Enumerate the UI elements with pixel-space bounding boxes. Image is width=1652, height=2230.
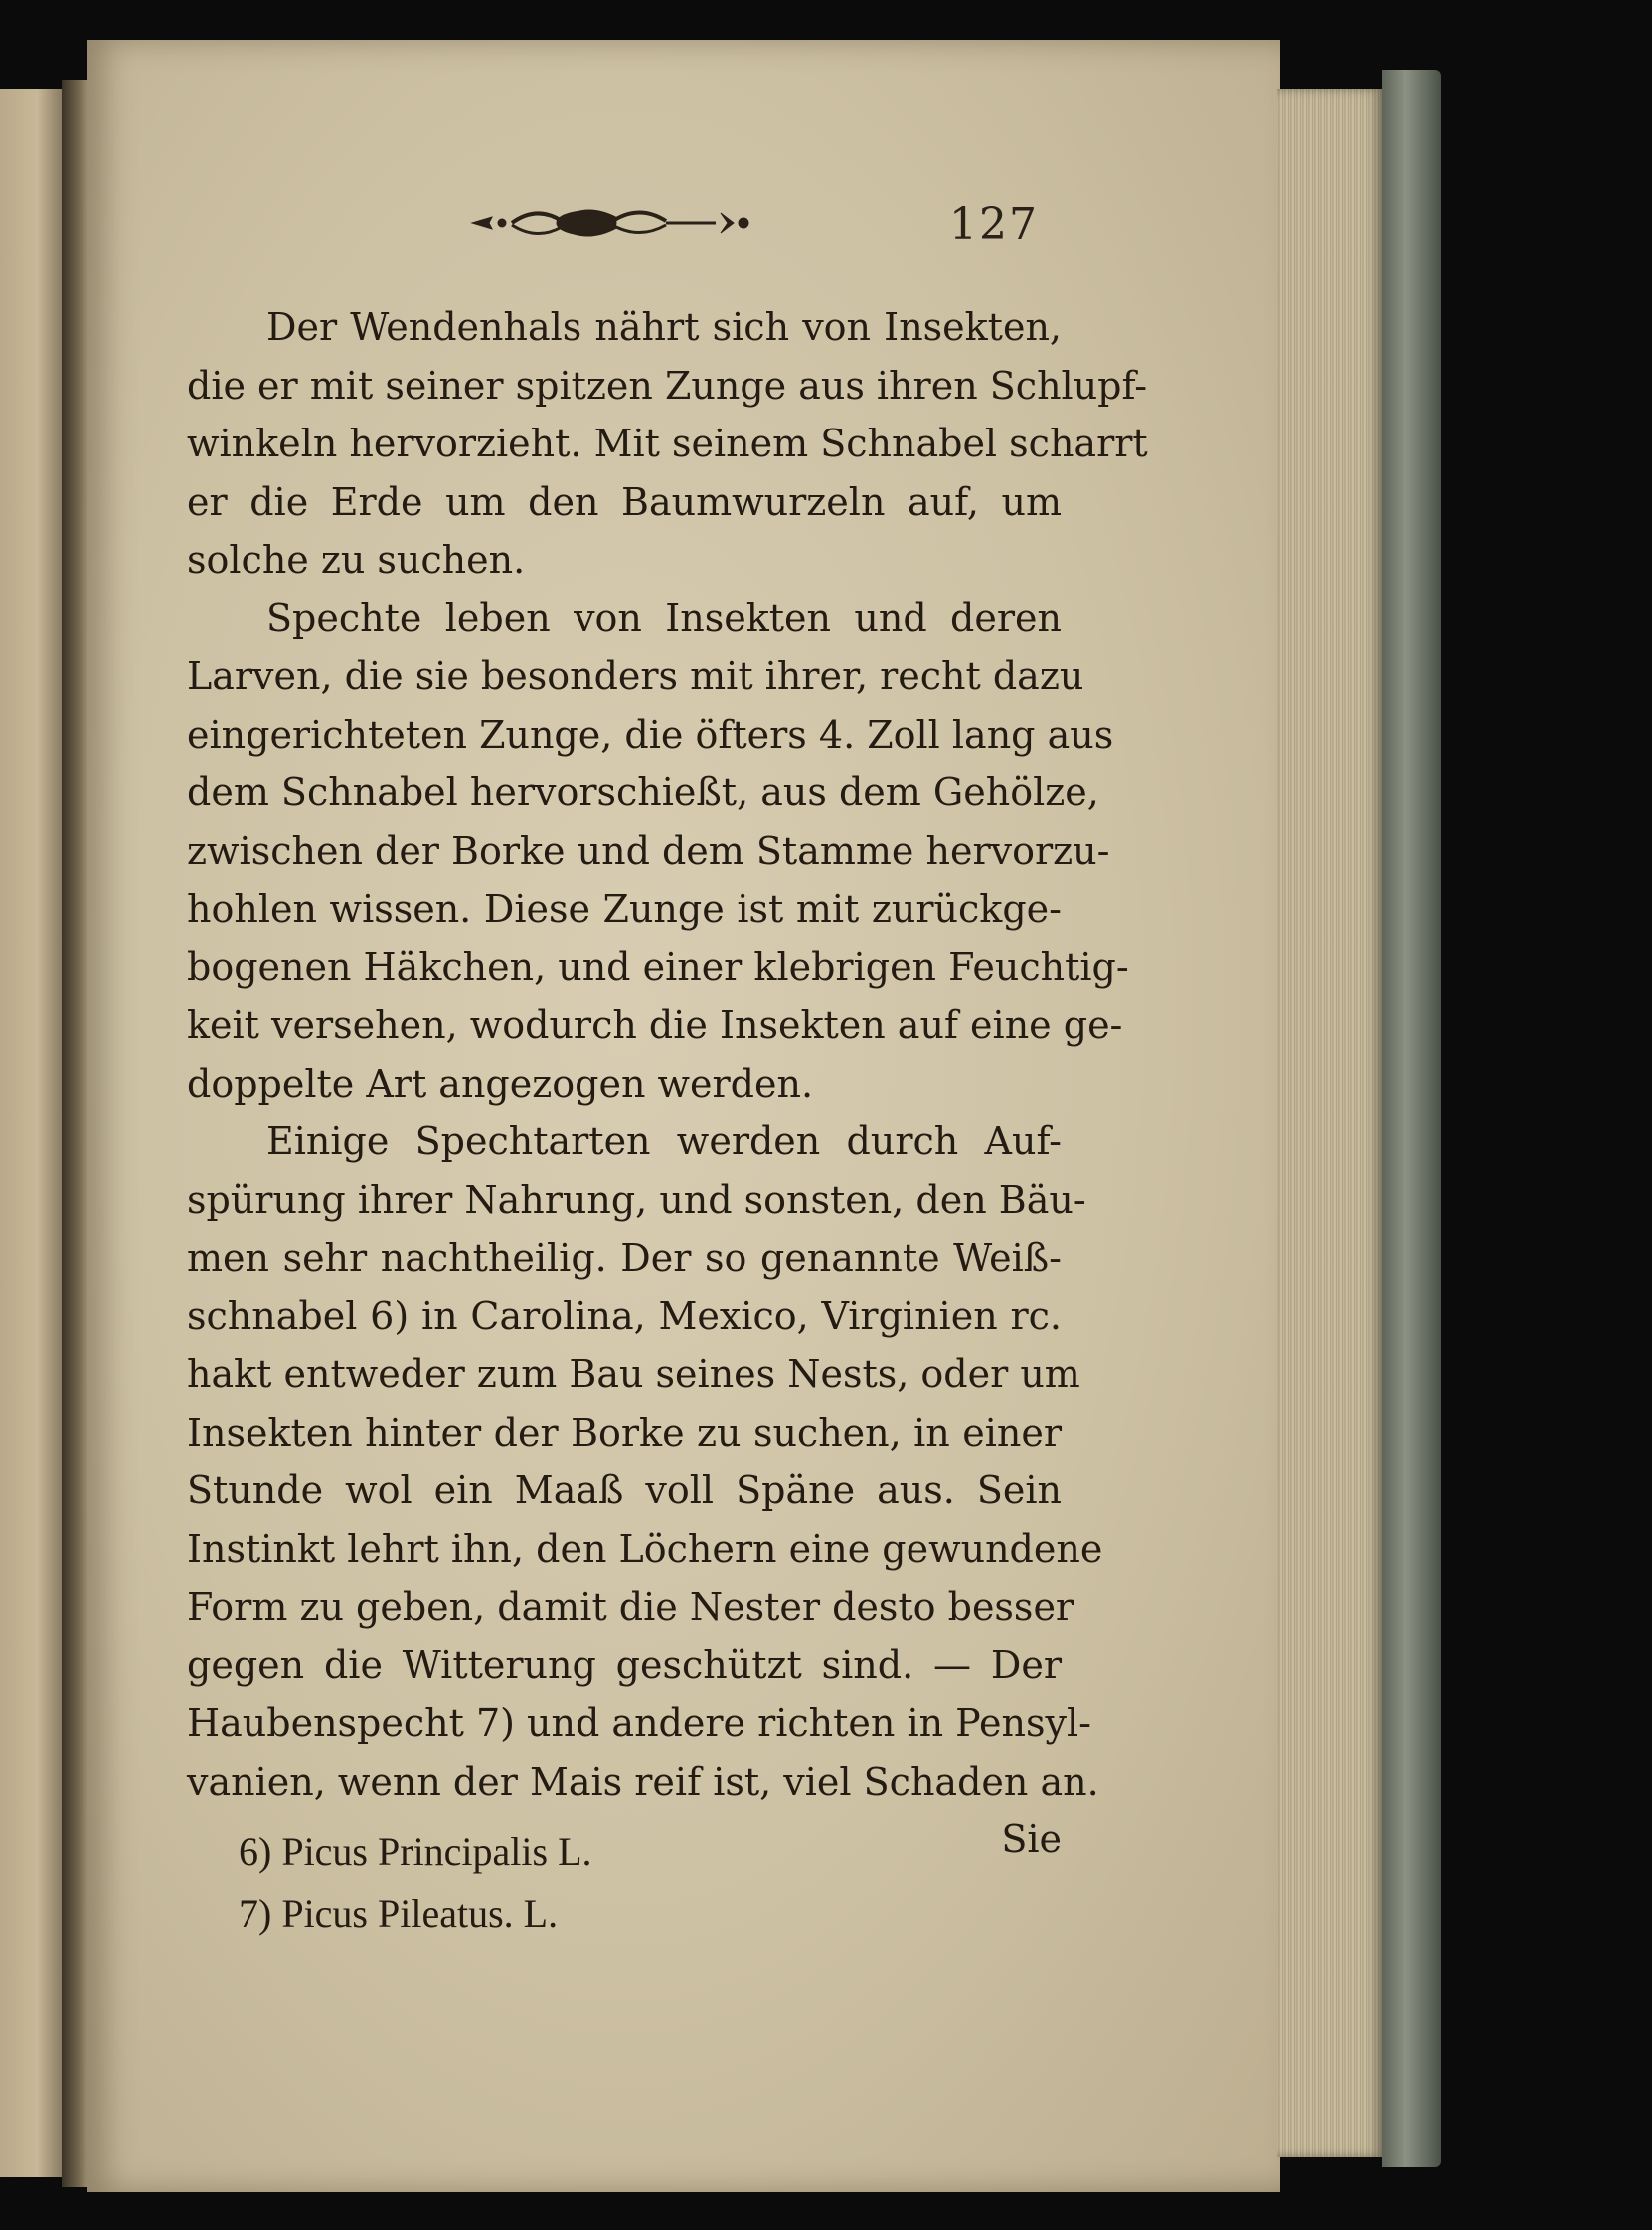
- text-line: Larven, die sie besonders mit ihrer, recht dazu: [187, 654, 1084, 698]
- body-text: [187, 298, 1148, 1869]
- text-line: Insekten hinter der Borke zu suchen, in einer: [187, 1410, 1062, 1455]
- text-line: Spechte leben von Insekten und deren: [266, 596, 1062, 640]
- footnotes: [239, 1821, 835, 1945]
- text-line: winkeln hervorzieht. Mit seinem Schnabel scharrt: [187, 422, 1148, 465]
- text-line: doppelte Art angezogen werden.: [187, 1061, 814, 1106]
- text-line: vanien, wenn der Mais reif ist, viel Schaden an.: [187, 1759, 1099, 1803]
- text-line: zwischen der Borke und dem Stamme hervorzu-: [187, 828, 1110, 873]
- book-cover-board: [1382, 70, 1441, 2167]
- text-line: keit versehen, wodurch die Insekten auf eine ge-: [187, 1003, 1123, 1047]
- text-line: die er mit seiner spitzen Zunge aus ihren Schlupf-: [187, 363, 1148, 408]
- footnote: 6) Picus Principalis L.: [239, 1829, 592, 1874]
- text-line: hohlen wissen. Diese Zunge ist mit zurückge-: [187, 887, 1062, 931]
- text-line: Haubenspecht 7) und andere richten in Pensyl-: [187, 1701, 1091, 1745]
- page-edges: [1277, 89, 1382, 2157]
- page-number: 127: [949, 199, 1039, 250]
- text-line: men sehr nachtheilig. Der so genannte Weiß-: [187, 1236, 1062, 1280]
- facing-page-edge: [0, 89, 62, 2177]
- text-line: bogenen Häkchen, und einer klebrigen Feuchtig-: [187, 944, 1129, 989]
- text-line: Stunde wol ein Maaß voll Späne aus. Sein: [187, 1468, 1062, 1512]
- text-line: dem Schnabel hervorschießt, aus dem Gehölze,: [187, 771, 1099, 814]
- text-line: Der Wendenhals nährt sich von Insekten,: [266, 305, 1062, 349]
- text-line: schnabel 6) in Carolina, Mexico, Virginien rc.: [187, 1293, 1062, 1338]
- text-line: Einige Spechtarten werden durch Auf-: [266, 1119, 1062, 1163]
- text-line: solche zu suchen.: [187, 538, 526, 582]
- catchword: Sie: [1001, 1817, 1062, 1861]
- text-line: Form zu geben, damit die Nester desto besser: [187, 1585, 1074, 1629]
- ornament-icon: [467, 199, 755, 245]
- text-line: Instinkt lehrt ihn, den Löchern eine gewundene: [187, 1526, 1103, 1571]
- text-line: eingerichteten Zunge, die öfters 4. Zoll lang aus: [187, 712, 1114, 757]
- text-line: spürung ihrer Nahrung, und sonsten, den Bäu-: [187, 1177, 1086, 1222]
- text-line: hakt entweder zum Bau seines Nests, oder um: [187, 1352, 1080, 1396]
- text-line: er die Erde um den Baumwurzeln auf, um: [187, 479, 1062, 524]
- text-line: gegen die Witterung geschützt sind. — Der: [187, 1642, 1062, 1687]
- footnote: 7) Picus Pileatus. L.: [239, 1891, 559, 1936]
